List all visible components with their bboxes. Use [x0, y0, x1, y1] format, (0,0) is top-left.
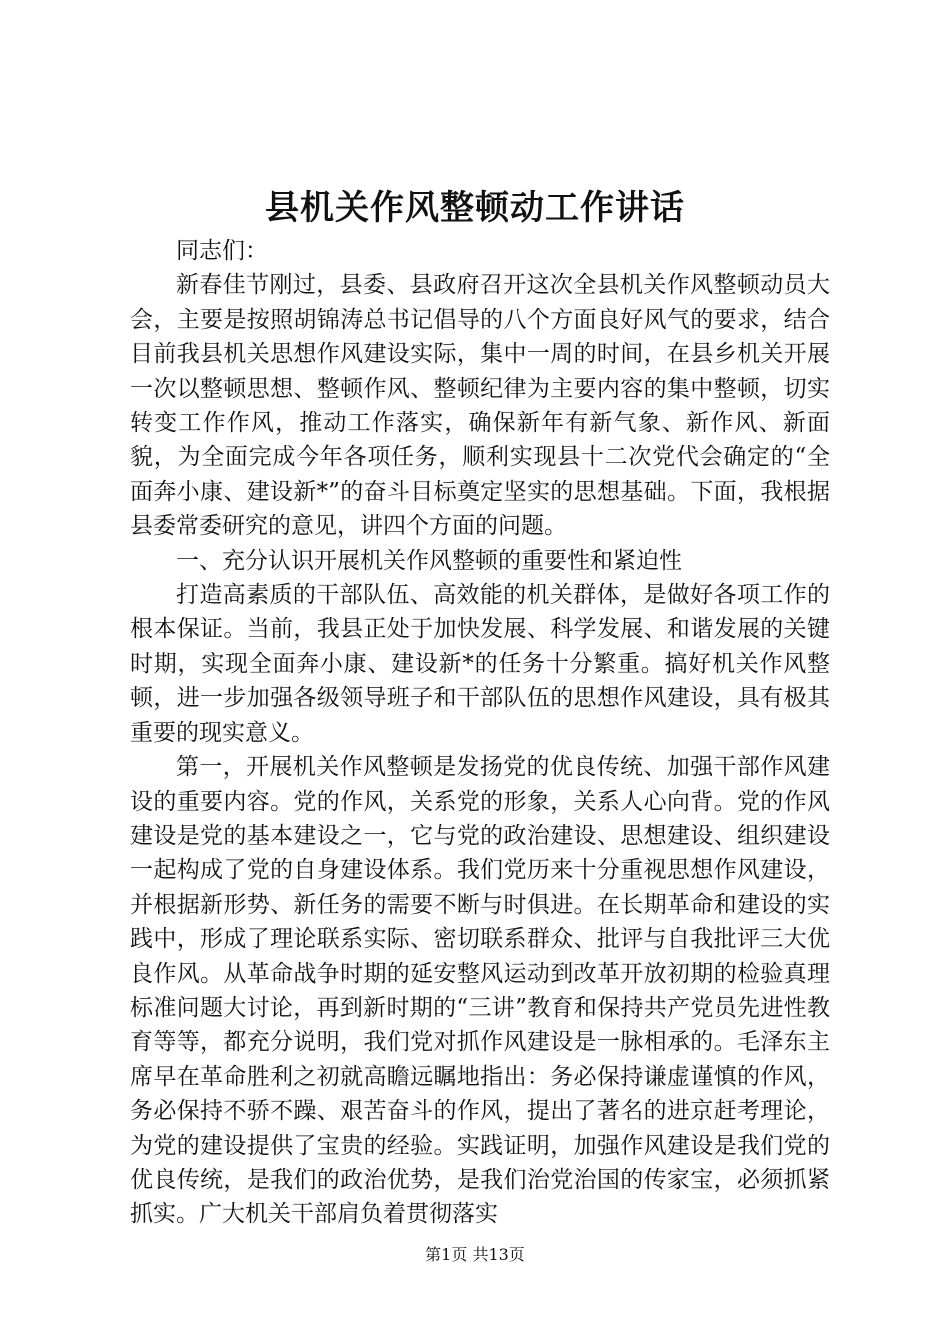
- document-body: [130, 234, 830, 1232]
- body-paragraph: 新春佳节刚过，县委、县政府召开这次全县机关作风整顿动员大会，主要是按照胡锦涛总书记倡导的八个方面良好风气的要求，结合目前我县机关思想作风建设实际，集中一周的时间，在县乡机关开展一次以整顿思想、整顿作风、整顿纪律为主要内容的集中整顿，切实转变工作作风，推动工作落实，确保新年有新气象、新作风、新面貌，为全面完成今年各项任务，顺利实现县十二次党代会确定的“全面奔小康、建设新*”的奋斗目标奠定坚实的思想基础。下面，我根据县委常委研究的意见，讲四个方面的问题。: [130, 272, 830, 540]
- page-number-footer: 第1页 共13页: [425, 1245, 525, 1264]
- body-paragraph: 打造高素质的干部队伍、高效能的机关群体，是做好各项工作的根本保证。当前，我县正处于加快发展、科学发展、和谐发展的关键时期，实现全面奔小康、建设新*的任务十分繁重。搞好机关作风整顿，进一步加强各级领导班子和干部队伍的思想作风建设，具有极其重要的现实意义。: [130, 582, 830, 746]
- section-heading: 一、充分认识开展机关作风整顿的重要性和紧迫性: [176, 547, 682, 574]
- salutation-paragraph: 同志们：: [176, 238, 268, 264]
- body-paragraph: 第一，开展机关作风整顿是发扬党的优良传统、加强干部作风建设的重要内容。党的作风，关系党的形象，关系人心向背。党的作风建设是党的基本建设之一，它与党的政治建设、思想建设、组织建设一起构成了党的自身建设体系。我们党历来十分重视思想作风建设，并根据新形势、新任务的需要不断与时俱进。在长期革命和建设的实践中，形成了理论联系实际、密切联系群众、批评与自我批评三大优良作风。从革命战争时期的延安整风运动到改革开放初期的检验真理标准问题大讨论，再到新时期的“三讲”教育和保持共产党员先进性教育等等，都充分说明，我们党对抓作风建设是一脉相承的。毛泽东主席早在革命胜利之初就高瞻远瞩地指出：务必保持谦虚谨慎的作风，务必保持不骄不躁、艰苦奋斗的作风，提出了著名的进京赶考理论，为党的建设提供了宝贵的经验。实践证明，加强作风建设是我们党的优良传统，是我们的政治优势，是我们治党治国的传家宝，必须抓紧抓实。广大机关干部肩负着贯彻落实: [130, 754, 830, 1228]
- document-title: 县机关作风整顿动工作讲话: [265, 188, 685, 228]
